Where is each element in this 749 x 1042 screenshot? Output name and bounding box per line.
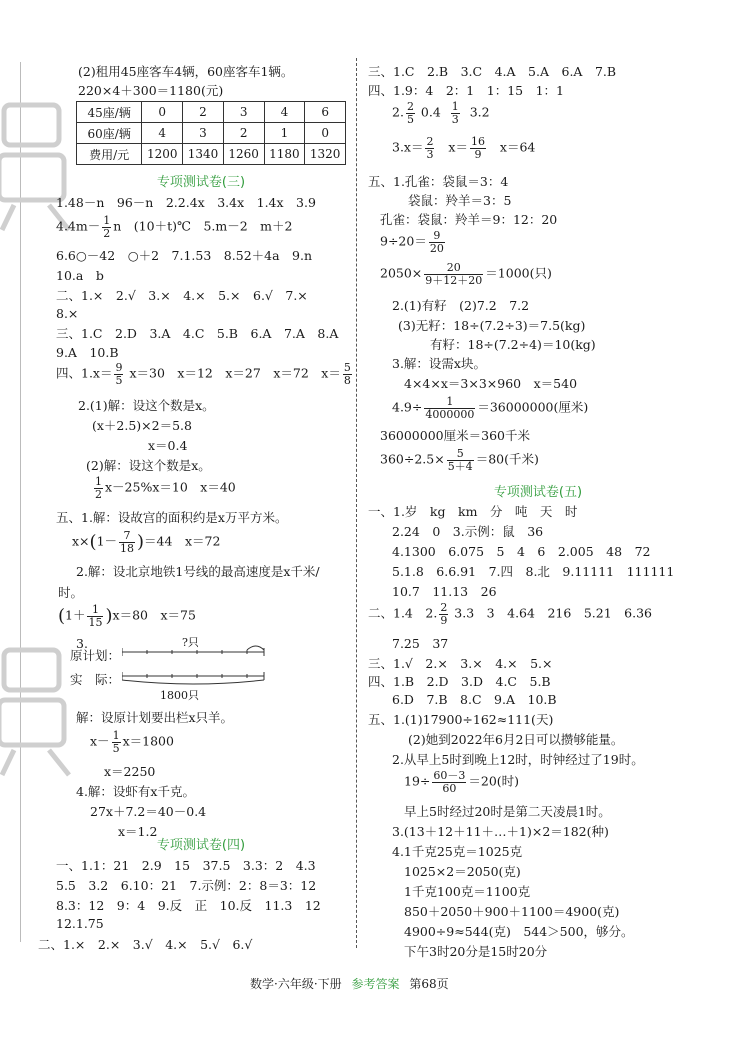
answer-line: 四、1.9：4 2：1 1：15 1：1 (368, 83, 565, 98)
fraction: $\frac{1}{2}$ (95, 475, 102, 501)
answer-line: 8.× (56, 306, 79, 321)
answer-line: 6.6○－42 ○＋2 7.1.53 8.52＋4a 9.n (56, 248, 313, 263)
answer-line: 2.从早上5时到晚上12时，时钟经过了19时。 (392, 752, 644, 767)
fraction: $\frac{1}{5}$ (112, 729, 120, 755)
answer-line: 时。 (58, 585, 84, 600)
fraction: $\frac{1}{15}$ (88, 603, 103, 629)
fraction: $\frac{7}{18}$ (120, 529, 135, 555)
table-cell: 3 (223, 102, 264, 123)
answer-line: 2.24 0 3.示例：鼠 36 (392, 524, 544, 539)
fraction: $\frac{9}{5}$ (115, 361, 123, 387)
answer-line: 7.25 37 (392, 636, 449, 651)
diagram-label: 实 际： (70, 672, 121, 687)
answer-line: 一、1.1：21 2.9 15 37.5 3.3：2 4.3 (56, 858, 316, 873)
answer-line: 四、1.x＝ $\frac{9}{5}$ x＝30 x＝12 x＝27 x＝72 x＝ $\frac{5}{8}$ (56, 361, 351, 387)
table-cell: 0 (142, 102, 183, 123)
answer-line: 4.4m－ $\frac{1}{2}$ n (10＋t)℃ 5.m－2 m＋2 (56, 214, 293, 240)
answer-line: 五、1.解：设故宫的面积约是x万平方米。 (56, 510, 288, 525)
table-row (77, 123, 346, 144)
fraction: $\frac{5}{5+4}$ (447, 447, 473, 473)
answer-line: 3.解：设需x块。 (392, 356, 486, 371)
answer-line: 6.D 7.B 8.C 9.A 10.B (392, 692, 557, 707)
fraction: $\frac{2}{3}$ (426, 135, 434, 161)
fraction: $\frac{2}{9}$ (440, 601, 448, 627)
table-cell: 6 (305, 102, 346, 123)
answer-line: 10.7 11.13 26 (392, 584, 497, 599)
answer-line: (1＋ $\frac{1}{15}$ )x＝80 x＝75 (58, 603, 196, 629)
fraction: $\frac{5}{8}$ (343, 361, 351, 387)
diagram-label: 原计划： (70, 648, 121, 663)
section-title: 专项测试卷(五) (493, 485, 583, 500)
answer-line: 三、1.C 2.D 3.A 4.C 5.B 6.A 7.A 8.A (56, 326, 339, 341)
fraction: $\frac{60-3}{60}$ (433, 769, 466, 795)
answer-line: 3.x＝ $\frac{2}{3}$ x＝ $\frac{16}{9}$ x＝64 (392, 135, 536, 161)
answer-line: 3. (76, 636, 88, 651)
answer-line: 8.3：12 9：4 9.反 正 10.反 11.3 12 (56, 898, 321, 913)
answer-line: 一、1.岁 kg km 分 吨 天 时 (368, 504, 578, 519)
answer-line: 2.(1)解：设这个数是x。 (78, 398, 215, 413)
answer-line: 850＋2050＋900＋1100＝4900(克) (404, 904, 620, 919)
answer-line: 4900÷9≈544(克) 544＞500，够分。 (404, 924, 634, 939)
answer-line: 解：设原计划要出栏x只羊。 (76, 710, 234, 725)
table-cell: 0 (305, 123, 346, 144)
answer-line: 二、1.× 2.× 3.√ 4.× 5.√ 6.√ (38, 937, 253, 952)
answer-line: (2)解：设这个数是x。 (86, 458, 211, 473)
answer-line: x＝1.2 (118, 824, 158, 839)
answer-line: 1025×2＝2050(克) (404, 864, 521, 879)
table-cell: 4 (264, 102, 305, 123)
answer-line: (x＋2.5)×2＝5.8 (92, 418, 192, 433)
answer-line: 1千克100克＝1100克 (404, 884, 531, 899)
answer-line: 下午3时20分是15时20分 (404, 944, 548, 959)
answer-line: 2050× $\frac{20}{9+12+20}$ ＝1000(只) (380, 261, 552, 287)
section-title: 专项测试卷(四) (156, 838, 246, 853)
footer-subject: 数学·六年级·下册 (250, 977, 342, 991)
answer-line: (2)她到2022年6月2日可以攒够能量。 (408, 732, 624, 747)
fraction: $\frac{1}{2}$ (103, 214, 111, 240)
column-separator (356, 58, 357, 948)
table-cell: 1260 (223, 144, 264, 165)
answer-line: x－ $\frac{1}{5}$ x＝1800 (90, 729, 174, 755)
table-cell: 45座/辆 (77, 102, 142, 123)
table-cell: 1180 (264, 144, 305, 165)
answer-line: 2. $\frac{2}{5}$ 0.4 $\frac{1}{3}$ 3.2 (392, 100, 490, 126)
section-title: 专项测试卷(三) (156, 175, 246, 190)
answer-line: x＝0.4 (148, 438, 188, 453)
answer-line: 早上5时经过20时是第二天凌晨1时。 (404, 804, 611, 819)
page-number: 第68页 (409, 977, 449, 991)
table-cell: 2 (223, 123, 264, 144)
answer-line: 12.1.75 (56, 916, 104, 931)
table-row (77, 144, 346, 165)
table-cell: 1340 (183, 144, 224, 165)
answer-line: 27x＋7.2＝40－0.4 (90, 804, 207, 819)
answer-line: x×(1－ $\frac{7}{18}$ )＝44 x＝72 (72, 529, 221, 555)
watermark-icon (0, 95, 84, 235)
answer-line: 三、1.√ 2.× 3.× 4.× 5.× (368, 656, 553, 671)
answer-line: 5.5 3.2 6.10：21 7.示例：2：8＝3：12 (56, 878, 317, 893)
answer-line: 有籽：18÷(7.2÷4)＝10(kg) (430, 337, 596, 352)
answer-line: x＝2250 (104, 764, 156, 779)
table-cell: 1320 (305, 144, 346, 165)
segment-diagram (122, 644, 272, 688)
diagram-label: ?只 (182, 636, 199, 649)
answer-line: 2.解：设北京地铁1号线的最高速度是x千米/ (76, 564, 320, 579)
table-cell: 60座/辆 (77, 123, 142, 144)
page-footer (250, 975, 449, 992)
fraction: $\frac{1}{4000000}$ (425, 395, 475, 421)
answer-line: (2)租用45座客车4辆，60座客车1辆。 (78, 64, 294, 79)
answer-line: 36000000厘米＝360千米 (380, 428, 530, 443)
answer-line: 三、1.C 2.B 3.C 4.A 5.A 6.A 7.B (368, 64, 617, 79)
answer-line: 9÷20＝ $\frac{9}{20}$ (380, 229, 444, 255)
answer-line: 10.a b (56, 268, 104, 283)
answer-line: 四、1.B 2.D 3.D 4.C 5.B (368, 674, 551, 689)
answer-line: 1.48－n 96－n 2.2.4x 3.4x 1.4x 3.9 (56, 195, 316, 210)
answer-line: 360÷2.5× $\frac{5}{5+4}$ ＝80(千米) (380, 447, 539, 473)
table-row (77, 102, 346, 123)
diagram-label: 1800只 (160, 689, 199, 702)
table-cell: 1200 (142, 144, 183, 165)
cost-table (76, 101, 346, 165)
table-cell: 2 (183, 102, 224, 123)
answer-line: 五、1.(1)17900÷162≈111(天) (368, 712, 554, 727)
answer-line: 4.解：设虾有x千克。 (76, 784, 195, 799)
fraction: $\frac{1}{3}$ (451, 100, 459, 126)
answer-line: 4.9÷ $\frac{1}{4000000}$ ＝36000000(厘米) (392, 395, 589, 421)
answer-line: (3)无籽：18÷(7.2÷3)＝7.5(kg) (398, 318, 586, 333)
fraction: $\frac{9}{20}$ (429, 229, 444, 255)
answer-line: 2.(1)有籽 (2)7.2 7.2 (392, 298, 530, 313)
fraction: $\frac{2}{5}$ (406, 100, 414, 126)
answer-line: $\frac{1}{2}$ x－25%x＝10 x＝40 (95, 475, 236, 501)
answer-line: 9.A 10.B (56, 345, 119, 360)
fraction: $\frac{20}{9+12+20}$ (425, 261, 483, 287)
answer-line: 二、1.4 2. $\frac{2}{9}$ 3.3 3 4.64 216 5.21 6.36 (368, 601, 652, 627)
footer-answer-label: 参考答案 (351, 977, 400, 991)
answer-line: 4×4×x＝3×3×960 x＝540 (404, 376, 578, 391)
table-cell: 3 (183, 123, 224, 144)
table-cell: 费用/元 (77, 144, 142, 165)
answer-line: 五、1.孔雀：袋鼠＝3：4 (368, 174, 509, 189)
answer-line: 4.1300 6.075 5 4 6 2.005 48 72 (392, 544, 651, 559)
answer-line: 5.1.8 6.6.91 7.四 8.北 9.11111 111111 (392, 564, 675, 579)
answer-line: 孔雀：袋鼠：羚羊＝9：12：20 (380, 212, 558, 227)
answer-line: 3.(13＋12＋11＋…＋1)×2＝182(种) (392, 824, 609, 839)
table-cell: 4 (142, 123, 183, 144)
answer-line: 220×4＋300＝1180(元) (78, 83, 224, 98)
answer-line: 4.1千克25克＝1025克 (392, 844, 523, 859)
answer-line: 19÷ $\frac{60-3}{60}$ ＝20(时) (404, 769, 520, 795)
table-cell: 1 (264, 123, 305, 144)
fraction: $\frac{16}{9}$ (470, 135, 485, 161)
answer-line: 袋鼠：羚羊＝3：5 (408, 193, 512, 208)
answer-line: 二、1.× 2.√ 3.× 4.× 5.× 6.√ 7.× (56, 288, 308, 303)
